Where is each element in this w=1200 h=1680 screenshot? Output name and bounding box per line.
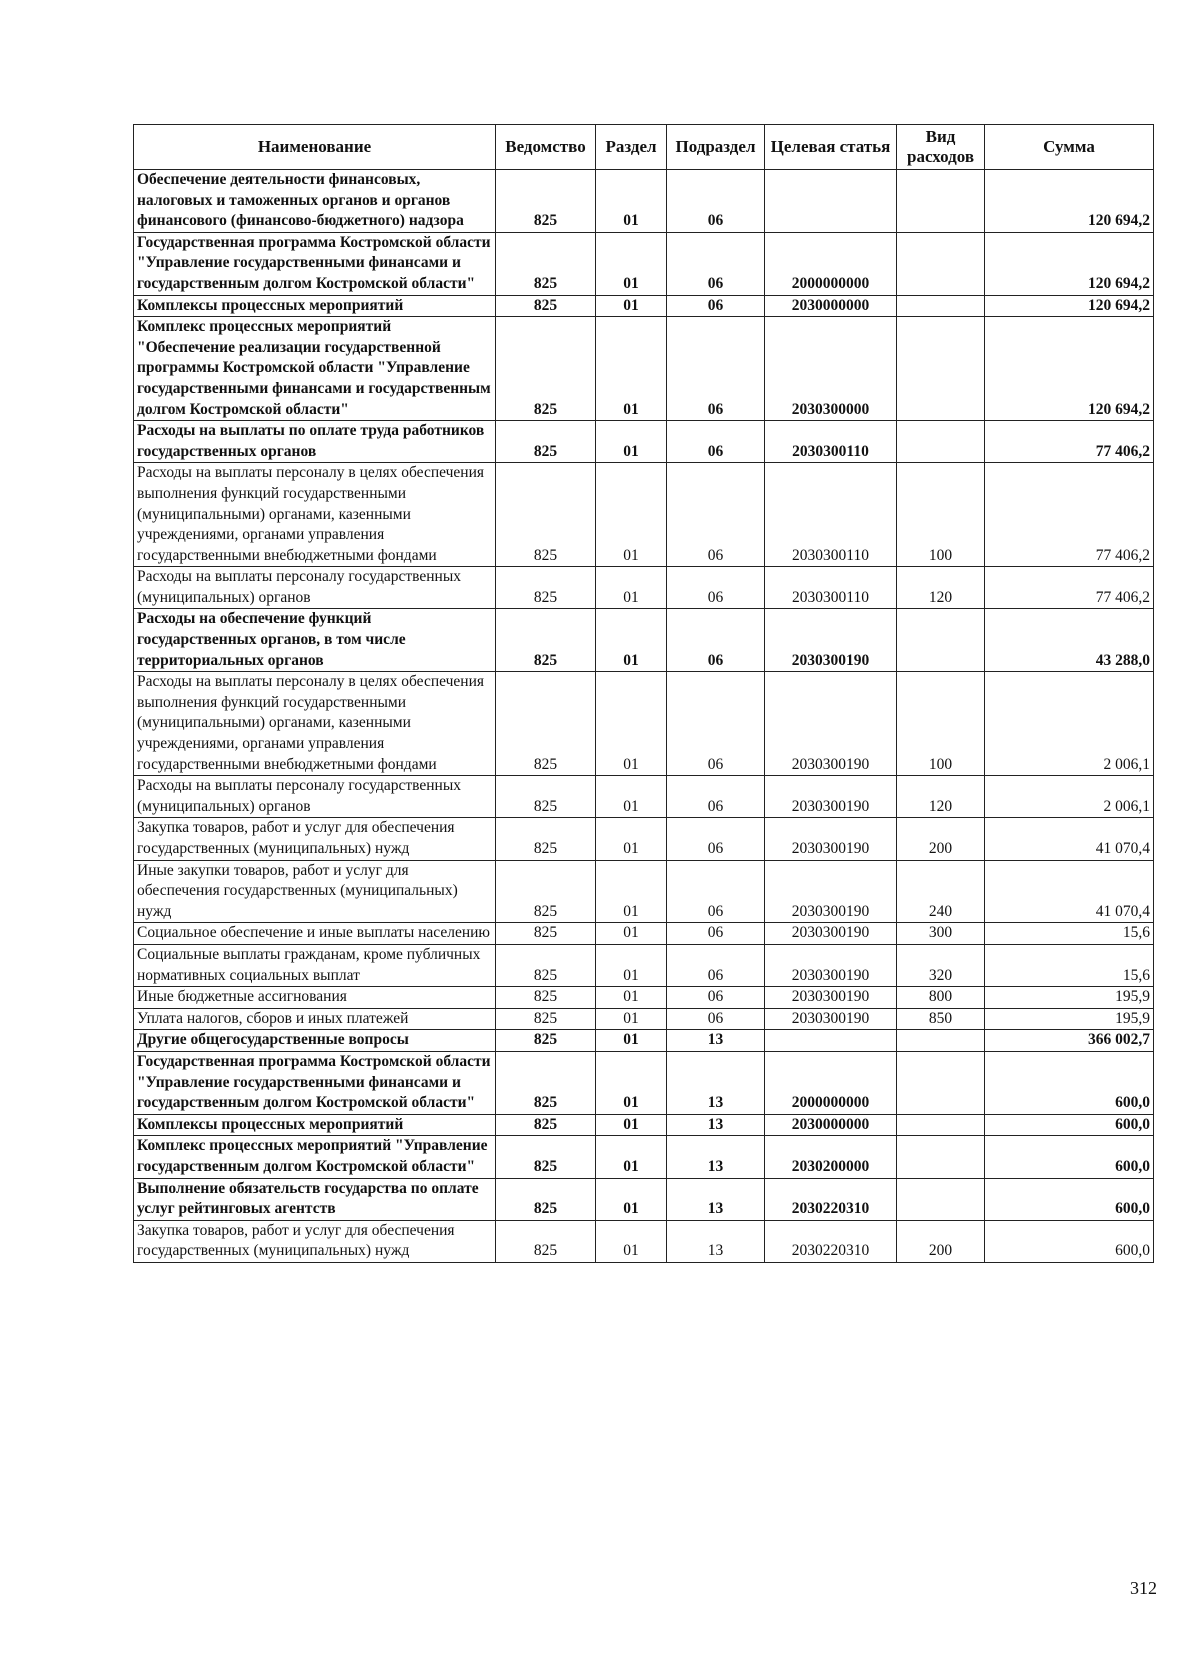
cell-vedomstvo: 825: [496, 1136, 596, 1178]
table-row: [134, 317, 1154, 421]
cell-vedomstvo: 825: [496, 818, 596, 860]
header-razdel: Раздел: [596, 125, 667, 170]
cell-vid-rashodov: 320: [897, 944, 985, 986]
cell-vedomstvo: 825: [496, 923, 596, 945]
cell-summa: 77 406,2: [985, 421, 1154, 463]
cell-summa: 195,9: [985, 987, 1154, 1009]
cell-vid-rashodov: 800: [897, 987, 985, 1009]
cell-celevaya-statya: 2030220310: [765, 1220, 897, 1262]
cell-podrazdel: 06: [667, 567, 765, 609]
cell-podrazdel: 13: [667, 1136, 765, 1178]
cell-vedomstvo: 825: [496, 860, 596, 923]
cell-podrazdel: 06: [667, 923, 765, 945]
cell-celevaya-statya: 2030300190: [765, 923, 897, 945]
cell-summa: 120 694,2: [985, 295, 1154, 317]
cell-vid-rashodov: [897, 1136, 985, 1178]
cell-summa: 600,0: [985, 1178, 1154, 1220]
cell-vid-rashodov: [897, 421, 985, 463]
cell-podrazdel: 13: [667, 1220, 765, 1262]
table-row: [134, 1051, 1154, 1114]
table-row: [134, 1220, 1154, 1262]
cell-podrazdel: 06: [667, 944, 765, 986]
header-celevaya-statya: Целевая статья: [765, 125, 897, 170]
cell-vid-rashodov: [897, 1030, 985, 1052]
cell-vid-rashodov: 120: [897, 776, 985, 818]
cell-summa: 600,0: [985, 1051, 1154, 1114]
cell-vedomstvo: 825: [496, 421, 596, 463]
cell-summa: 120 694,2: [985, 170, 1154, 233]
cell-celevaya-statya: 2030300190: [765, 609, 897, 672]
cell-summa: 43 288,0: [985, 609, 1154, 672]
cell-name: Расходы на выплаты персоналу государственных (муниципальных) органов: [134, 567, 496, 609]
cell-razdel: 01: [596, 860, 667, 923]
cell-vid-rashodov: 850: [897, 1008, 985, 1030]
cell-vid-rashodov: 100: [897, 463, 985, 567]
cell-name: Иные закупки товаров, работ и услуг для обеспечения государственных (муниципальных) нужд: [134, 860, 496, 923]
cell-vedomstvo: 825: [496, 609, 596, 672]
header-summa: Сумма: [985, 125, 1154, 170]
table-row: [134, 672, 1154, 776]
table-row: [134, 776, 1154, 818]
cell-podrazdel: 13: [667, 1051, 765, 1114]
cell-summa: 41 070,4: [985, 860, 1154, 923]
cell-razdel: 01: [596, 295, 667, 317]
cell-podrazdel: 06: [667, 463, 765, 567]
cell-name: Расходы на обеспечение функций государственных органов, в том числе территориальных органов: [134, 609, 496, 672]
table-row: [134, 923, 1154, 945]
cell-podrazdel: 06: [667, 609, 765, 672]
cell-summa: 77 406,2: [985, 463, 1154, 567]
cell-razdel: 01: [596, 1051, 667, 1114]
cell-podrazdel: 06: [667, 860, 765, 923]
table-header-row: [134, 125, 1154, 170]
cell-celevaya-statya: 2030300110: [765, 421, 897, 463]
cell-razdel: 01: [596, 776, 667, 818]
cell-celevaya-statya: [765, 1030, 897, 1052]
cell-celevaya-statya: 2030220310: [765, 1178, 897, 1220]
table-row: [134, 1008, 1154, 1030]
cell-name: Расходы на выплаты персоналу в целях обеспечения выполнения функций государственными (муниципальными) органами, казенными учреждениями, органами управления государственными внебюджетными фондами: [134, 463, 496, 567]
table-row: [134, 860, 1154, 923]
cell-razdel: 01: [596, 463, 667, 567]
cell-summa: 120 694,2: [985, 317, 1154, 421]
cell-podrazdel: 06: [667, 170, 765, 233]
cell-celevaya-statya: 2030300190: [765, 987, 897, 1009]
cell-name: Комплекс процессных мероприятий "Управление государственным долгом Костромской области": [134, 1136, 496, 1178]
cell-vid-rashodov: [897, 317, 985, 421]
cell-name: Социальные выплаты гражданам, кроме публичных нормативных социальных выплат: [134, 944, 496, 986]
cell-summa: 195,9: [985, 1008, 1154, 1030]
cell-podrazdel: 06: [667, 317, 765, 421]
cell-summa: 600,0: [985, 1114, 1154, 1136]
cell-name: Иные бюджетные ассигнования: [134, 987, 496, 1009]
table-row: [134, 1030, 1154, 1052]
table-row: [134, 232, 1154, 295]
cell-summa: 600,0: [985, 1136, 1154, 1178]
cell-name: Комплексы процессных мероприятий: [134, 1114, 496, 1136]
table-row: [134, 1114, 1154, 1136]
cell-vid-rashodov: [897, 1051, 985, 1114]
cell-summa: 15,6: [985, 923, 1154, 945]
cell-vid-rashodov: 200: [897, 1220, 985, 1262]
cell-vedomstvo: 825: [496, 944, 596, 986]
cell-razdel: 01: [596, 421, 667, 463]
cell-vedomstvo: 825: [496, 1008, 596, 1030]
cell-name: Расходы на выплаты персоналу в целях обеспечения выполнения функций государственными (муниципальными) органами, казенными учреждениями, органами управления государственными внебюджетными фондами: [134, 672, 496, 776]
cell-summa: 41 070,4: [985, 818, 1154, 860]
cell-name: Обеспечение деятельности финансовых, налоговых и таможенных органов и органов финансового (финансово-бюджетного) надзора: [134, 170, 496, 233]
cell-podrazdel: 06: [667, 818, 765, 860]
table-row: [134, 295, 1154, 317]
table-row: [134, 818, 1154, 860]
cell-razdel: 01: [596, 944, 667, 986]
cell-vid-rashodov: [897, 170, 985, 233]
cell-vid-rashodov: 240: [897, 860, 985, 923]
cell-razdel: 01: [596, 1030, 667, 1052]
cell-vedomstvo: 825: [496, 1030, 596, 1052]
cell-razdel: 01: [596, 818, 667, 860]
cell-celevaya-statya: 2030300190: [765, 672, 897, 776]
cell-razdel: 01: [596, 609, 667, 672]
table-row: [134, 609, 1154, 672]
cell-razdel: 01: [596, 232, 667, 295]
cell-celevaya-statya: 2030300190: [765, 818, 897, 860]
cell-name: Закупка товаров, работ и услуг для обеспечения государственных (муниципальных) нужд: [134, 1220, 496, 1262]
cell-podrazdel: 06: [667, 232, 765, 295]
table-row: [134, 1178, 1154, 1220]
cell-razdel: 01: [596, 317, 667, 421]
cell-razdel: 01: [596, 987, 667, 1009]
cell-razdel: 01: [596, 672, 667, 776]
cell-razdel: 01: [596, 1178, 667, 1220]
cell-name: Расходы на выплаты по оплате труда работников государственных органов: [134, 421, 496, 463]
cell-razdel: 01: [596, 567, 667, 609]
cell-name: Комплексы процессных мероприятий: [134, 295, 496, 317]
cell-celevaya-statya: 2030000000: [765, 295, 897, 317]
page-number: 312: [1130, 1578, 1157, 1598]
cell-vedomstvo: 825: [496, 317, 596, 421]
cell-vedomstvo: 825: [496, 1220, 596, 1262]
header-vedomstvo: Ведомство: [496, 125, 596, 170]
cell-vedomstvo: 825: [496, 1051, 596, 1114]
cell-summa: 120 694,2: [985, 232, 1154, 295]
table-row: [134, 170, 1154, 233]
cell-razdel: 01: [596, 1008, 667, 1030]
cell-podrazdel: 13: [667, 1178, 765, 1220]
cell-name: Расходы на выплаты персоналу государственных (муниципальных) органов: [134, 776, 496, 818]
cell-vid-rashodov: 300: [897, 923, 985, 945]
cell-name: Комплекс процессных мероприятий "Обеспечение реализации государственной программы Костромской области "Управление государственными финансами и государственным долгом Костромской области": [134, 317, 496, 421]
cell-celevaya-statya: 2030300110: [765, 463, 897, 567]
cell-vedomstvo: 825: [496, 567, 596, 609]
budget-table-sheet: [133, 124, 1153, 1263]
cell-summa: 15,6: [985, 944, 1154, 986]
cell-podrazdel: 06: [667, 672, 765, 776]
table-row: [134, 463, 1154, 567]
cell-vedomstvo: 825: [496, 295, 596, 317]
cell-podrazdel: 06: [667, 987, 765, 1009]
cell-podrazdel: 06: [667, 421, 765, 463]
cell-celevaya-statya: 2030200000: [765, 1136, 897, 1178]
cell-summa: 77 406,2: [985, 567, 1154, 609]
cell-name: Государственная программа Костромской области "Управление государственными финансами и государственным долгом Костромской области": [134, 1051, 496, 1114]
cell-vid-rashodov: [897, 295, 985, 317]
cell-celevaya-statya: 2030300190: [765, 776, 897, 818]
cell-celevaya-statya: 2030300190: [765, 860, 897, 923]
cell-razdel: 01: [596, 1114, 667, 1136]
cell-celevaya-statya: 2000000000: [765, 1051, 897, 1114]
table-row: [134, 944, 1154, 986]
cell-vedomstvo: 825: [496, 463, 596, 567]
cell-vid-rashodov: 100: [897, 672, 985, 776]
cell-celevaya-statya: 2030300190: [765, 1008, 897, 1030]
cell-celevaya-statya: 2030300000: [765, 317, 897, 421]
budget-table: [133, 124, 1154, 1263]
cell-celevaya-statya: 2030300190: [765, 944, 897, 986]
table-row: [134, 567, 1154, 609]
cell-vedomstvo: 825: [496, 987, 596, 1009]
cell-summa: 2 006,1: [985, 672, 1154, 776]
cell-vid-rashodov: 200: [897, 818, 985, 860]
cell-podrazdel: 06: [667, 295, 765, 317]
cell-razdel: 01: [596, 923, 667, 945]
cell-summa: 2 006,1: [985, 776, 1154, 818]
cell-razdel: 01: [596, 170, 667, 233]
cell-vedomstvo: 825: [496, 1178, 596, 1220]
cell-summa: 600,0: [985, 1220, 1154, 1262]
cell-vedomstvo: 825: [496, 1114, 596, 1136]
cell-podrazdel: 13: [667, 1114, 765, 1136]
cell-vid-rashodov: [897, 1178, 985, 1220]
cell-podrazdel: 06: [667, 1008, 765, 1030]
cell-vedomstvo: 825: [496, 170, 596, 233]
cell-podrazdel: 06: [667, 776, 765, 818]
cell-name: Другие общегосударственные вопросы: [134, 1030, 496, 1052]
cell-podrazdel: 13: [667, 1030, 765, 1052]
table-row: [134, 421, 1154, 463]
cell-razdel: 01: [596, 1220, 667, 1262]
table-row: [134, 987, 1154, 1009]
cell-name: Выполнение обязательств государства по оплате услуг рейтинговых агентств: [134, 1178, 496, 1220]
header-naimenovanie: Наименование: [134, 125, 496, 170]
cell-name: Уплата налогов, сборов и иных платежей: [134, 1008, 496, 1030]
cell-vid-rashodov: 120: [897, 567, 985, 609]
cell-summa: 366 002,7: [985, 1030, 1154, 1052]
cell-vedomstvo: 825: [496, 776, 596, 818]
cell-razdel: 01: [596, 1136, 667, 1178]
cell-celevaya-statya: 2030300110: [765, 567, 897, 609]
header-vid-rashodov: Вид расходов: [897, 125, 985, 170]
cell-vedomstvo: 825: [496, 232, 596, 295]
cell-name: Государственная программа Костромской области "Управление государственными финансами и государственным долгом Костромской области": [134, 232, 496, 295]
cell-name: Социальное обеспечение и иные выплаты населению: [134, 923, 496, 945]
cell-vid-rashodov: [897, 232, 985, 295]
cell-celevaya-statya: 2030000000: [765, 1114, 897, 1136]
table-body: [134, 170, 1154, 1263]
cell-vid-rashodov: [897, 609, 985, 672]
cell-vid-rashodov: [897, 1114, 985, 1136]
cell-name: Закупка товаров, работ и услуг для обеспечения государственных (муниципальных) нужд: [134, 818, 496, 860]
header-podrazdel: Подраздел: [667, 125, 765, 170]
cell-celevaya-statya: 2000000000: [765, 232, 897, 295]
cell-vedomstvo: 825: [496, 672, 596, 776]
table-row: [134, 1136, 1154, 1178]
cell-celevaya-statya: [765, 170, 897, 233]
